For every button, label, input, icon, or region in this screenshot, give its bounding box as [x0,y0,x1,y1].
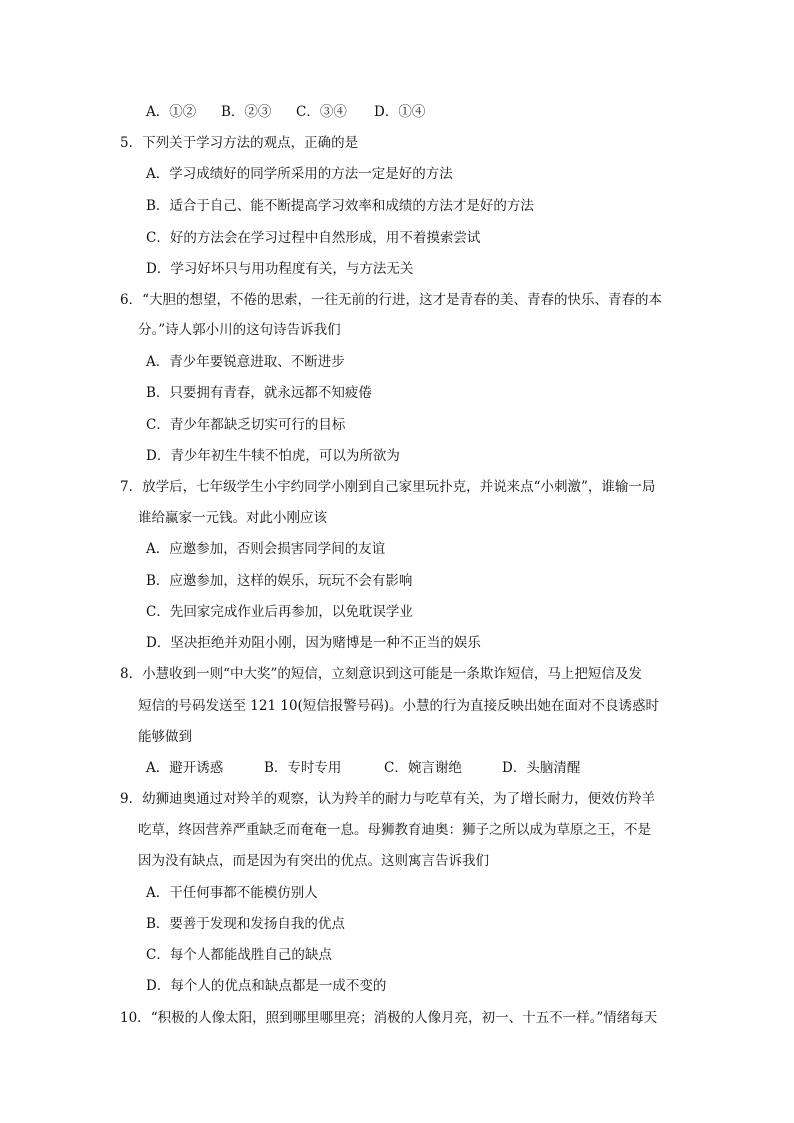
q5-option-a: A．学习成绩好的同学所采用的方法一定是好的方法 [146,166,453,182]
q7-stem-line-2: 谁给赢家一元钱。对此小刚应该 [138,510,327,526]
q4-option-b: B．②③ [221,104,272,120]
q8-option-c: C．婉言谢绝 [384,760,462,776]
q4-option-a: A．①② [146,104,197,120]
q7-option-a: A．应邀参加，否则会损害同学间的友谊 [146,541,386,557]
q8-stem-line-3: 能够做到 [138,729,192,745]
q7-option-c: C．先回家完成作业后再参加，以免耽误学业 [146,604,413,620]
q9-stem [120,789,655,809]
q8-option-d: D．头脑清醒 [502,760,581,776]
q8-options-row [146,758,580,778]
q6-stem [120,290,662,310]
q8-stem-line-1: 小慧收到一则“中大奖”的短信，立刻意识到这可能是一条欺诈短信，马上把短信及发 [142,666,642,682]
q5-option-c: C．好的方法会在学习过程中自然形成，用不着摸索尝试 [146,230,481,246]
q4-option-d: D．①④ [374,104,426,120]
q8-option-b: B．专时专用 [264,760,342,776]
q9-option-c: C．每个人都能战胜自己的缺点 [146,947,332,963]
q10-stem [120,1008,657,1028]
q9-option-a: A．干任何事都不能模仿别人 [146,885,318,901]
q7-number: 7． [120,479,143,495]
q6-option-a: A．青少年要锐意进取、不断进步 [146,354,345,370]
q6-stem-line-1: “大胆的想望，不倦的思索，一往无前的行进，这才是青春的美、青春的快乐、青春的本 [142,292,662,308]
q6-stem-line-2: 分。”诗人郭小川的这句诗告诉我们 [138,322,341,338]
q6-option-c: C．青少年都缺乏切实可行的目标 [146,417,346,433]
q9-option-b: B．要善于发现和发扬自我的优点 [146,916,345,932]
q5-stem [120,133,358,153]
q5-number: 5． [120,135,143,151]
q9-number: 9． [120,791,143,807]
q8-stem-line-2: 短信的号码发送至 121 10(短信报警号码)。小慧的行为直接反映出她在面对不良诱惑时 [138,698,660,714]
q6-option-d: D．青少年初生牛犊不怕虎，可以为所欲为 [146,448,400,464]
q10-stem-line-1: “积极的人像太阳，照到哪里哪里亮；消极的人像月亮，初一、十五不一样。”情绪每天 [150,1010,658,1026]
q5-option-b: B．适合于自己、能不断提高学习效率和成绩的方法才是好的方法 [146,198,534,214]
q9-stem-line-1: 幼狮迪奥通过对羚羊的观察，认为羚羊的耐力与吃草有关，为了增长耐力，便效仿羚羊 [142,791,656,807]
q9-stem-line-2: 吃草，终因营养严重缺乏而奄奄一息。母狮教育迪奥：狮子之所以成为草原之王，不是 [138,822,651,838]
q8-stem [120,664,642,684]
q7-option-b: B．应邀参加，这样的娱乐，玩玩不会有影响 [146,573,413,589]
q6-number: 6． [120,292,143,308]
q7-stem-line-1: 放学后，七年级学生小宇约同学小刚到自己家里玩扑克，并说来点“小刺激”，谁输一局 [142,479,656,495]
q7-stem [120,477,655,497]
q9-option-d: D．每个人的优点和缺点都是一成不变的 [146,978,387,994]
q7-option-d: D．坚决拒绝并劝阻小刚，因为赌博是一种不正当的娱乐 [146,635,481,651]
q5-option-d: D．学习好坏只与用功程度有关，与方法无关 [146,261,414,277]
q8-number: 8． [120,666,143,682]
q8-option-a: A．避开诱惑 [146,760,224,776]
q5-stem-line-1: 下列关于学习方法的观点，正确的是 [142,135,359,151]
q6-option-b: B．只要拥有青春，就永远都不知疲倦 [146,385,372,401]
q4-options-row [146,102,425,122]
q9-stem-line-3: 因为没有缺点，而是因为有突出的优点。这则寓言告诉我们 [138,853,489,869]
q10-number: 10． [120,1010,151,1026]
q4-option-c: C．③④ [296,104,347,120]
